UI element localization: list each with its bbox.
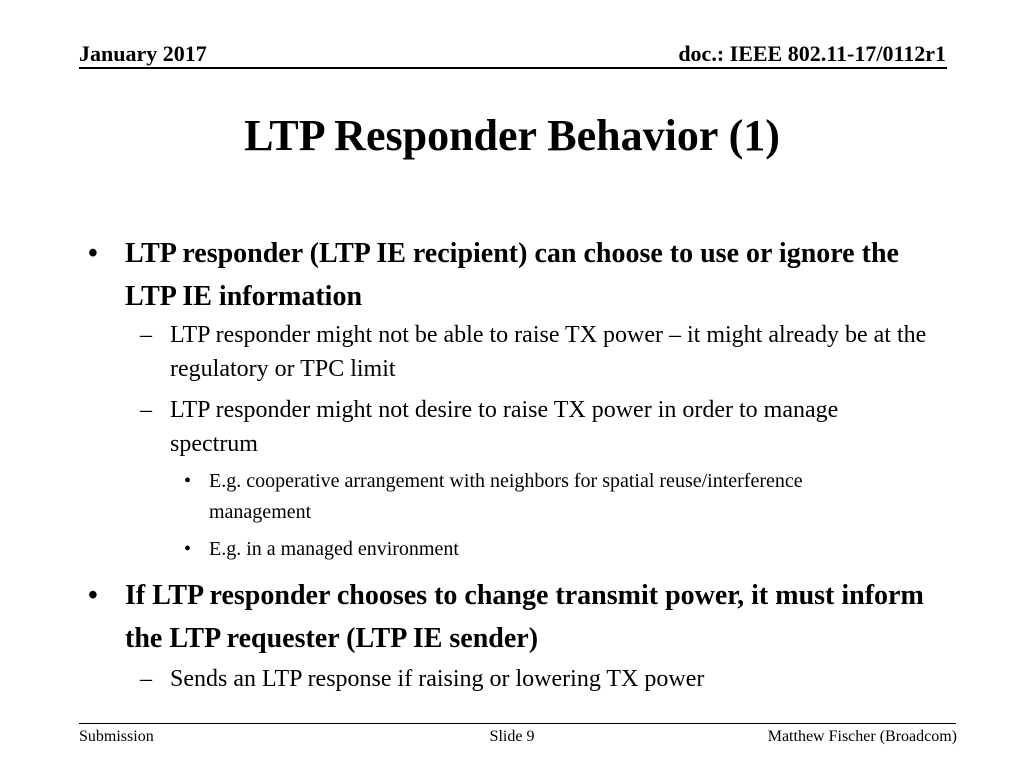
slide-title: LTP Responder Behavior (1) bbox=[244, 111, 780, 160]
bullet-level1 bbox=[88, 574, 955, 660]
bullet-text: LTP responder might not be able to raise TX power – it might already be at the regulatory or TPC limit bbox=[170, 322, 927, 382]
footer-slide-number: Slide 9 bbox=[489, 728, 535, 745]
bullet-text: Sends an LTP response if raising or lowering TX power bbox=[170, 666, 705, 692]
header-doc-id: doc.: IEEE 802.11-17/0112r1 bbox=[678, 41, 946, 66]
bullet-marker: • bbox=[184, 470, 192, 492]
bullet-level2 bbox=[140, 318, 930, 386]
bullet-text: E.g. in a managed environment bbox=[209, 538, 459, 560]
bullet-level2 bbox=[140, 662, 930, 696]
dash-marker: – bbox=[140, 322, 152, 348]
header-date: January 2017 bbox=[79, 41, 207, 66]
bullet-text: E.g. cooperative arrangement with neighbors for spatial reuse/interference management bbox=[209, 470, 803, 523]
footer-divider bbox=[79, 723, 956, 724]
bullet-text: LTP responder might not desire to raise TX power in order to manage spectrum bbox=[170, 397, 839, 457]
bullet-marker: • bbox=[88, 238, 98, 269]
header-divider bbox=[79, 67, 947, 69]
footer-author: Matthew Fischer (Broadcom) bbox=[767, 728, 957, 745]
bullet-level1 bbox=[88, 232, 955, 318]
bullet-level2 bbox=[140, 393, 930, 461]
bullet-level3 bbox=[184, 534, 829, 565]
bullet-marker: • bbox=[88, 580, 98, 611]
bullet-marker: • bbox=[184, 538, 192, 560]
dash-marker: – bbox=[140, 666, 152, 692]
footer-submission: Submission bbox=[79, 728, 154, 745]
bullet-level3 bbox=[184, 466, 829, 528]
bullet-text: LTP responder (LTP IE recipient) can choose to use or ignore the LTP IE information bbox=[125, 238, 899, 312]
bullet-text: If LTP responder chooses to change transmit power, it must inform the LTP requester (LTP IE sender) bbox=[125, 580, 924, 654]
dash-marker: – bbox=[140, 397, 152, 423]
